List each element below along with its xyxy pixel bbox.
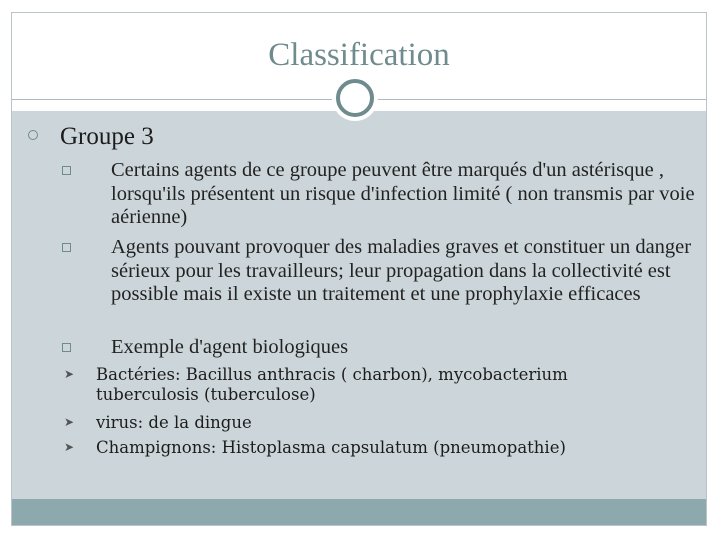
sub-list-item-text: Bactéries: Bacillus anthracis ( charbon), mycobacterium tuberculosis (tuberculose) bbox=[96, 365, 568, 404]
hollow-square-bullet-icon bbox=[62, 166, 71, 175]
sub-list-item bbox=[64, 438, 704, 458]
hollow-square-bullet-icon bbox=[62, 343, 71, 352]
list-item-text: Exemple d'agent biologiques bbox=[111, 336, 349, 358]
heading-text: Groupe 3 bbox=[60, 123, 154, 150]
list-item bbox=[62, 336, 702, 360]
list-item bbox=[62, 236, 702, 307]
arrowhead-bullet-icon: ➤ bbox=[64, 367, 75, 381]
sub-list-item bbox=[64, 413, 704, 433]
heading-item bbox=[28, 123, 154, 151]
arrowhead-bullet-icon: ➤ bbox=[64, 440, 75, 454]
sub-list-item-text: Champignons: Histoplasma capsulatum (pneumopathie) bbox=[96, 438, 566, 457]
hollow-square-bullet-icon bbox=[62, 243, 71, 252]
sub-list-item-text: virus: de la dingue bbox=[96, 413, 252, 432]
slide bbox=[11, 12, 707, 526]
list-item-text: Certains agents de ce groupe peuvent être marqués d'un astérisque , lorsqu'ils présentent un risque d'infection limité ( non transmis par voie aérienne) bbox=[111, 159, 695, 229]
list-item-text: Agents pouvant provoquer des maladies graves et constituer un danger sérieux pour les travailleurs; leur propagation dans la collectivité est possible mais il existe un traitement et une prophylaxie efficaces bbox=[111, 236, 692, 306]
hollow-circle-bullet-icon bbox=[28, 130, 38, 140]
slide-title: Classification bbox=[268, 37, 450, 73]
decorative-circle-icon bbox=[336, 79, 374, 117]
list-item bbox=[62, 159, 702, 230]
arrowhead-bullet-icon: ➤ bbox=[64, 415, 75, 429]
footer-bar bbox=[12, 499, 706, 525]
sub-list-item bbox=[64, 365, 704, 404]
